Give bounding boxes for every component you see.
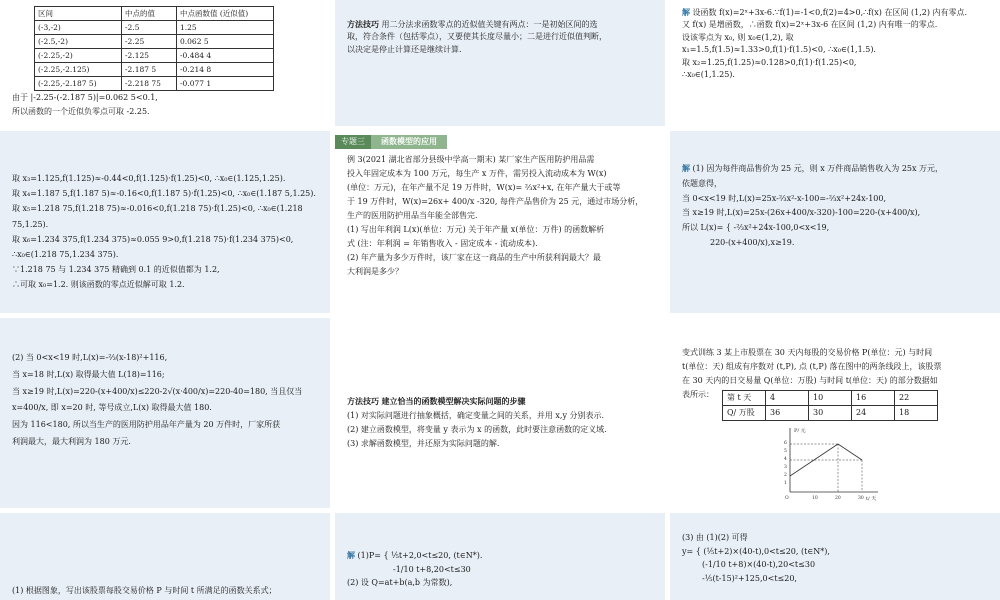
solution-line: (2) 设 Q=at+b(a,b 为常数),	[347, 578, 453, 588]
problem-line: 投入年固定成本为 100 万元，每生产 x 万件，需另投入流动成本为 W(x)	[347, 169, 607, 178]
solution-line: 利润最大，最大利润为 180 万元.	[12, 436, 131, 446]
solution-condition: (t∈N*),	[800, 546, 830, 556]
table-row	[35, 63, 274, 77]
table-cell: (-3,-2)	[35, 21, 122, 35]
table-cell: -0.484 4	[177, 49, 274, 63]
conclusion-line-1: 由于 |-2.25-(-2.187 5)|=0.062 5<0.1,	[12, 93, 158, 102]
problem-line: (1) 写出年利润 L(x)(单位：万元) 关于年产量 x(单位：万件) 的函数解析	[347, 225, 605, 234]
table-cell: -0.077 1	[177, 77, 274, 91]
problem-line: t(单位：天) 组成有序数对 (t,P), 点 (t,P) 落在图中的两条线段上，该股票	[682, 362, 942, 371]
table-header: 中点函数值 (近似值)	[177, 7, 274, 21]
x-tick-label: O	[785, 496, 789, 501]
problem-line: 变式训练 3 某上市股票在 30 天内每股的交易价格 P(单位：元) 与时间	[682, 348, 933, 357]
graph-segment-2	[838, 444, 862, 460]
method-step: (1) 对实际问题进行抽象概括，确定变量之间的关系，并用 x,y 分别表示.	[347, 411, 605, 420]
table-cell: 10	[809, 391, 852, 406]
solution-line: -1/10 t+8,20<t≤30	[393, 564, 471, 574]
table-row	[35, 35, 274, 49]
problem-line: 生产的医用防护用品当年能全部售完.	[347, 211, 478, 220]
table-cell: 第 t 天	[723, 391, 766, 406]
table-header: 中点的值	[122, 7, 177, 21]
slide-12[interactable]	[670, 513, 1000, 600]
solution-line: y= { (⅕t+2)×(40-t),0<t≤20,	[682, 546, 799, 556]
section-header	[335, 135, 447, 149]
table-row	[723, 391, 938, 406]
method-tip-text: 用二分法求函数零点的近似值关键有两点：一是初始区间的选	[381, 20, 598, 29]
slide-7[interactable]	[0, 318, 330, 508]
question-text: (1) 根据图象，写出该股票每股交易价格 P 与时间 t 所满足的函数关系式；	[12, 586, 277, 595]
table-cell: 4	[766, 391, 809, 406]
bisection-table	[34, 6, 274, 91]
x-tick-label: 20	[835, 496, 841, 501]
slide-3[interactable]	[670, 0, 1000, 126]
table-row	[35, 21, 274, 35]
iteration-line: 75,1.25).	[12, 219, 49, 229]
table-cell: (-2.25,-2.187 5)	[35, 77, 122, 91]
x-tick-label: 10	[812, 496, 818, 501]
method-tip-title: 建立恰当的函数模型解决实际问题的步骤	[381, 396, 526, 406]
method-tip-text: 取，符合条件（包括零点），又要使其长度尽量小；二是进行近似值判断，	[347, 32, 607, 42]
iteration-line: 取 x₆=1.234 375,f(1.234 375)≈0.055 9>0,f(1.218 75)·f(1.234 375)<0,	[12, 234, 294, 244]
slide-1[interactable]	[0, 0, 330, 126]
problem-line: (2) 年产量为多少万件时，该厂家在这一商品的生产中所获利润最大？最	[347, 253, 601, 262]
solution-line: (2) 当 0<x<19 时,L(x)=-⅔(x-18)²+116,	[12, 353, 168, 362]
solution-line: x₁=1.5,f(1.5)≈1.33>0,f(1)·f(1.5)<0, ∴x₀∈(1,1.5).	[682, 45, 876, 55]
table-cell: Q/ 万股	[723, 406, 766, 421]
solution-condition: (t∈N*).	[453, 551, 483, 560]
solution-label: 解	[682, 7, 690, 17]
table-cell: -2.5	[122, 21, 177, 35]
iteration-line: ∴可取 x₀=1.2. 则该函数的零点近似解可取 1.2.	[12, 280, 185, 290]
solution-line: 220-(x+400/x),x≥19.	[710, 237, 795, 247]
method-step: (3) 求解函数模型，并还原为实际问题的解.	[347, 439, 500, 448]
slide-8[interactable]	[335, 318, 665, 508]
solution-label: 解	[682, 163, 690, 173]
solution-block	[682, 531, 990, 585]
solution-line: (1) 因为每件商品售价为 25 元，则 x 万件商品销售收入为 25x 万元，	[692, 164, 944, 173]
y-tick-label: 5	[784, 449, 787, 454]
solution-block	[347, 549, 655, 590]
price-graph	[782, 424, 882, 502]
solution-line: 当 0<x<19 时,L(x)=25x-⅔x²-x-100=-⅔x²+24x-100,	[682, 193, 887, 203]
solution-line: 所以 L(x)= { -⅔x²+24x-100,0<x<19,	[682, 223, 830, 233]
problem-line: 大利润是多少？	[347, 267, 403, 276]
slide-2[interactable]	[335, 0, 665, 126]
problem-line: 在 30 天内的日交易量 Q(单位：万股) 与时间 t(单位：天) 的部分数据如	[682, 376, 938, 385]
y-tick-label: 3	[784, 465, 787, 470]
table-row	[35, 77, 274, 91]
iteration-line: 取 x₃=1.125,f(1.125)≈-0.44<0,f(1.125)·f(1.25)<0, ∴x₀∈(1.125,1.25).	[12, 174, 286, 183]
table-cell: 24	[852, 406, 895, 421]
problem-line: 式 (注：年利润 = 年销售收入 - 固定成本 - 流动成本).	[347, 239, 538, 248]
solution-line: 依题意得，	[682, 178, 722, 188]
method-step: (2) 建立函数模型，将变量 y 表示为 x 的函数，此时要注意函数的定义域.	[347, 425, 607, 434]
method-tip-label: 方法技巧	[347, 19, 379, 29]
table-cell: 0.062 5	[177, 35, 274, 49]
solution-line: 取 x₂=1.25,f(1.25)≈0.128>0,f(1)·f(1.25)<0,	[682, 57, 857, 67]
solution-line: (3) 由 (1)(2) 可得	[682, 533, 748, 542]
solution-block	[12, 350, 320, 451]
table-cell: -2.125	[122, 49, 177, 63]
slide-6[interactable]	[670, 131, 1000, 313]
table-cell: -2.218 75	[122, 77, 177, 91]
table-cell: (-2.25,-2.125)	[35, 63, 122, 77]
solution-line: 设函数 f(x)=2ˣ+3x-6.∵f(1)=-1<0,f(2)=4>0,∴f(x) 在区间 (1,2) 内有零点.	[692, 8, 968, 17]
table-row	[35, 49, 274, 63]
iteration-line: ∴x₀∈(1.218 75,1.234 375).	[12, 249, 119, 259]
example-problem	[347, 153, 655, 279]
table-cell: (-2.5,-2)	[35, 35, 122, 49]
x-axis-label: t/ 天	[866, 496, 877, 502]
solution-line: 当 x≥19 时,L(x)=25x-(26x+400/x-320)-100=220-(x+400/x),	[682, 208, 921, 218]
solution-line: -⅕(t-15)²+125,0<t≤20,	[702, 573, 797, 583]
exercise-problem	[682, 346, 990, 421]
table-cell: -2.187 5	[122, 63, 177, 77]
problem-line: 例 3(2021 湖北省部分县级中学高一期末) 某厂家生产医用防护用品需	[347, 155, 595, 164]
solution-block	[682, 6, 990, 81]
solution-line: ∴x₀∈(1,1.25).	[682, 69, 735, 79]
table-header: 区间	[35, 7, 122, 21]
solution-line: 当 x≥19 时,L(x)=220-(x+400/x)≤220-2√(x·400/x)=220-40=180, 当且仅当	[12, 386, 303, 396]
table-cell: -2.25	[122, 35, 177, 49]
slide-11[interactable]	[335, 513, 665, 600]
solution-line: (-1/10 t+8)×(40-t),20<t≤30	[702, 560, 816, 570]
solution-line: 当 x=18 时,L(x) 取得最大值 L(18)=116;	[12, 369, 165, 379]
table-cell: 1.25	[177, 21, 274, 35]
volume-table	[722, 390, 938, 421]
conclusion-line-2: 所以函数的一个近似负零点可取 -2.25.	[12, 107, 150, 116]
slide-4[interactable]	[0, 131, 330, 313]
y-axis-label: P/ 元	[794, 428, 806, 434]
solution-line: 又 f(x) 是增函数，∴函数 f(x)=2ˣ+3x-6 在区间 (1,2) 内有唯一的零点.	[682, 20, 938, 30]
solution-line: 设该零点为 x₀, 则 x₀∈(1,2), 取	[682, 32, 794, 42]
table-cell: 36	[766, 406, 809, 421]
solution-line: (1)P= { ⅕t+2,0<t≤20,	[357, 551, 451, 560]
table-cell: (-2.25,-2)	[35, 49, 122, 63]
x-tick-label: 30	[858, 496, 864, 501]
section-tag: 专题三	[335, 135, 371, 149]
y-tick-label: 4	[784, 457, 787, 462]
solution-line: x=400/x, 即 x=20 时, 等号成立,L(x) 取得最大值 180.	[12, 403, 212, 413]
iteration-line: ∵1.218 75 与 1.234 375 精确到 0.1 的近似值都为 1.2,	[12, 265, 220, 275]
method-tip	[347, 394, 655, 451]
table-cell: 18	[895, 406, 938, 421]
method-tip-label: 方法技巧	[347, 396, 379, 406]
iteration-block	[12, 171, 320, 293]
table-row	[723, 406, 938, 421]
iteration-line: 取 x₅=1.218 75,f(1.218 75)≈-0.016<0,f(1.218 75)·f(1.25)<0, ∴x₀∈(1.218	[12, 204, 303, 214]
method-tip-text: 以决定是停止计算还是继续计算.	[347, 44, 462, 54]
slide-9[interactable]	[670, 318, 1000, 508]
problem-line: 于 19 万件时，W(x)=26x+ 400/x -320, 每件产品售价为 25 元，通过市场分析，	[347, 197, 644, 206]
method-tip	[347, 18, 655, 56]
problem-line: 表所示：	[682, 390, 714, 399]
solution-line: 因为 116<180, 所以当生产的医用防护用品年产量为 20 万件时，厂家所获	[12, 420, 281, 430]
section-title: 函数模型的应用	[371, 135, 447, 149]
solution-block	[682, 161, 990, 251]
y-tick-label: 2	[784, 473, 787, 478]
table-cell: 30	[809, 406, 852, 421]
y-tick-label: 1	[784, 481, 787, 486]
table-cell: 16	[852, 391, 895, 406]
y-tick-label: 6	[784, 441, 787, 446]
table-header-row	[35, 7, 274, 21]
slide-5[interactable]	[335, 131, 665, 313]
table-cell: -0.214 8	[177, 63, 274, 77]
table-cell: 22	[895, 391, 938, 406]
iteration-line: 取 x₄=1.187 5,f(1.187 5)≈-0.16<0,f(1.187 5)·f(1.25)<0, ∴x₀∈(1.187 5,1.25).	[12, 189, 316, 199]
problem-line: (单位：万元)，在年产量不足 19 万件时，W(x)= ⅔x²+x, 在年产量大于或等	[347, 183, 621, 192]
solution-label: 解	[347, 550, 355, 560]
slide-10[interactable]	[0, 513, 330, 600]
